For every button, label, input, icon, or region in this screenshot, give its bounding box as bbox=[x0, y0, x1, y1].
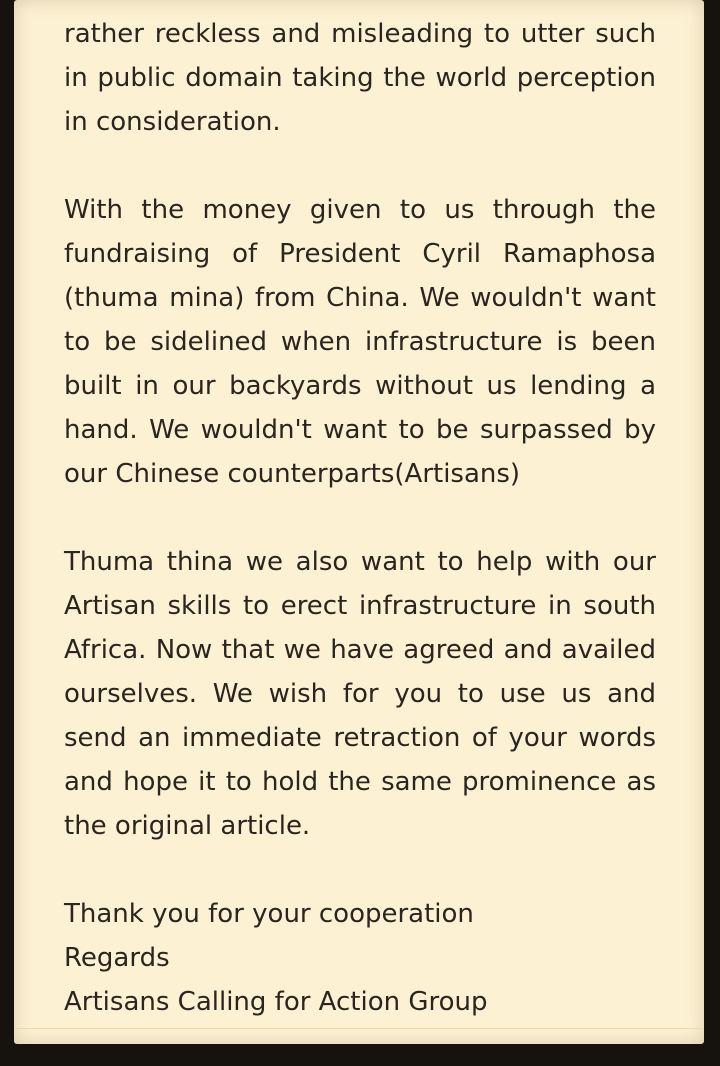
left-border bbox=[0, 0, 14, 1066]
paragraph-2: With the money given to us through the fundraising of President Cyril Ramaphosa (thuma mina) from China. We wouldn't want to be sidelined when infrastructure is been built in our backyards without us lending a hand. We wouldn't want to be surpassed by our Chinese counterparts(Artisans) bbox=[64, 195, 656, 489]
paragraph-3: Thuma thina we also want to help with our Artisan skills to erect infrastructure in south Africa. Now that we have agreed and availed ourselves. We wish for you to use us and send an immediate retraction of your words and hope it to hold the same prominence as the original article. bbox=[64, 547, 656, 841]
closing-block bbox=[64, 892, 656, 1024]
paragraph-1: rather reckless and misleading to utter such in public domain taking the world perception in consideration. bbox=[64, 19, 656, 137]
page-edge-line bbox=[14, 1028, 704, 1029]
bottom-border bbox=[0, 1044, 720, 1066]
right-border bbox=[704, 0, 720, 1066]
closing-thanks: Thank you for your cooperation bbox=[64, 899, 474, 929]
signature: Artisans Calling for Action Group bbox=[64, 987, 488, 1017]
letter-body bbox=[64, 12, 656, 1024]
closing-regards: Regards bbox=[64, 943, 170, 973]
